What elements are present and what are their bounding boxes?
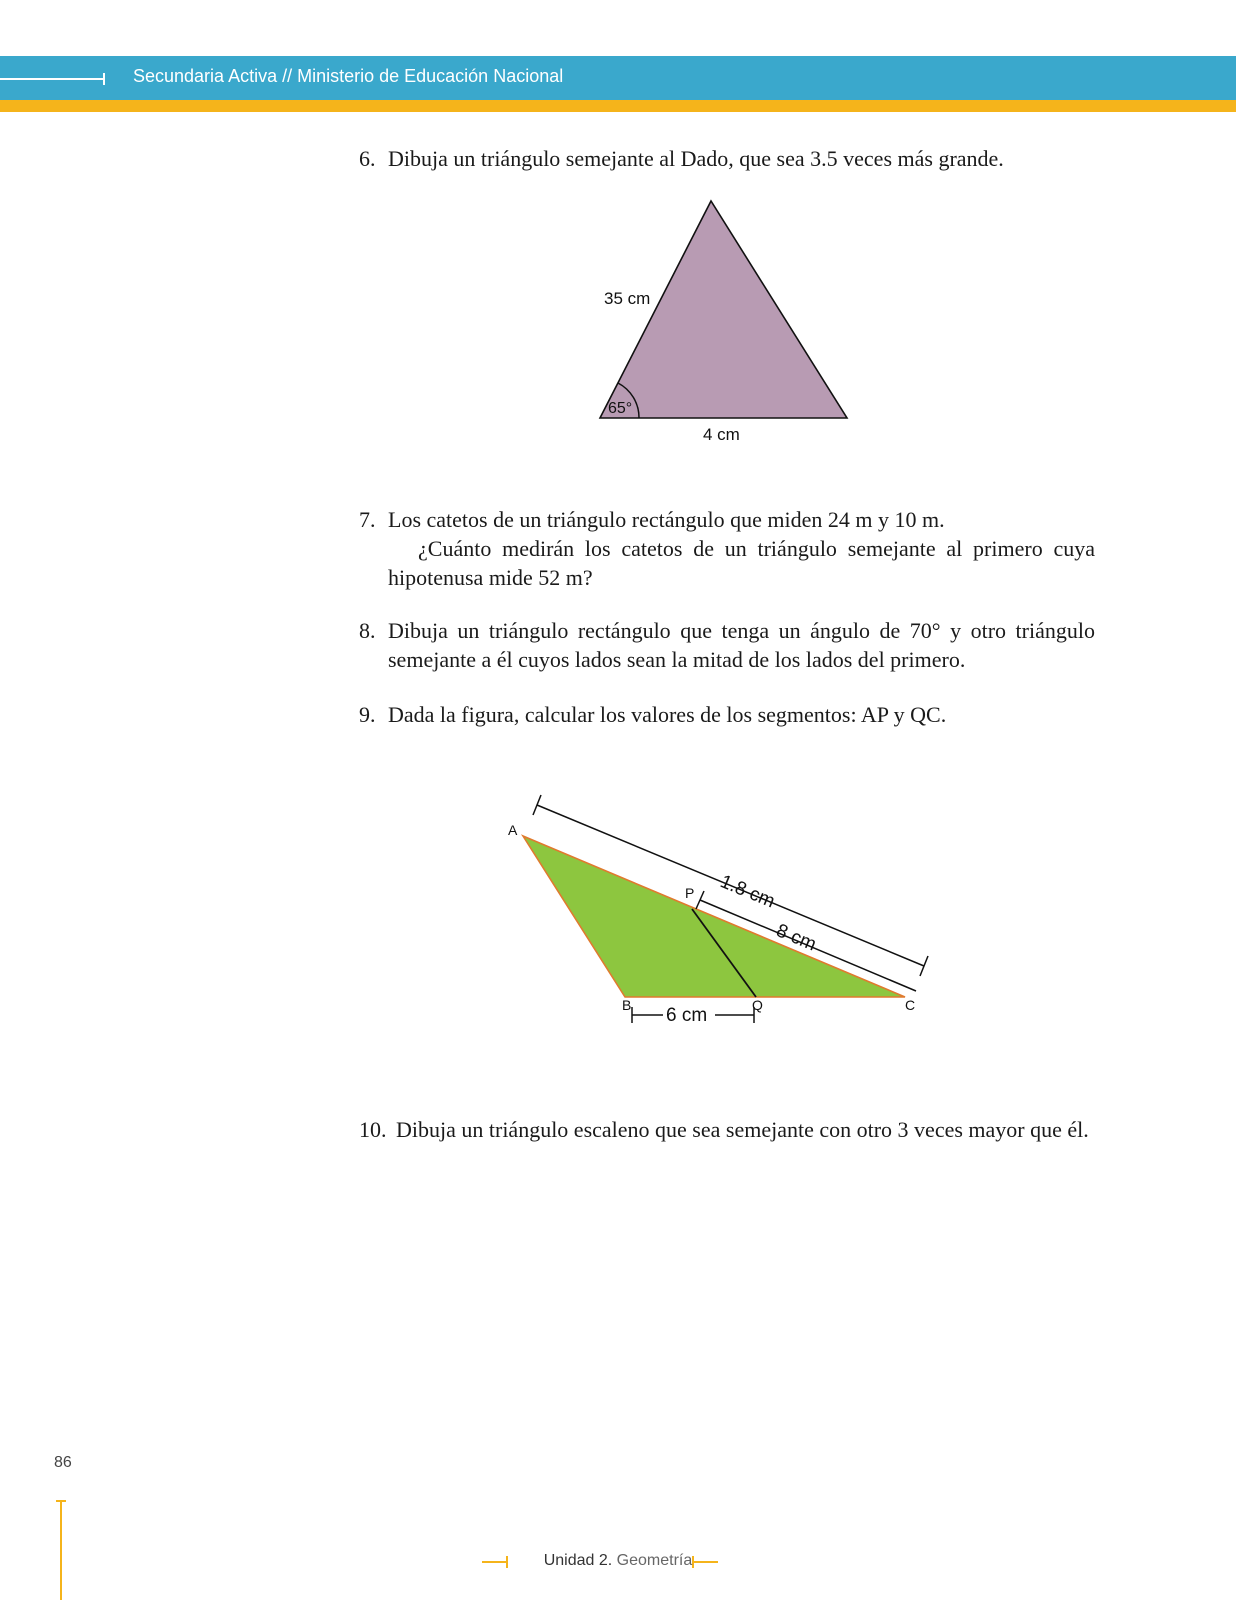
figure-triangle-65 bbox=[590, 195, 860, 455]
exercise-text: Dibuja un triángulo semejante al Dado, que sea 3.5 veces más grande. bbox=[388, 146, 1004, 171]
angle-label: 65° bbox=[608, 400, 633, 417]
footer-unit bbox=[0, 1552, 1236, 1570]
point-p-label: P bbox=[685, 885, 695, 901]
footer-topic: Geometría bbox=[616, 1552, 693, 1569]
triangle-shape bbox=[600, 201, 847, 418]
footer-unit-label: Unidad 2. bbox=[543, 1552, 613, 1569]
exercise-7 bbox=[359, 505, 1095, 592]
exercise-6 bbox=[359, 144, 1095, 173]
exercise-text: Dibuja un triángulo escaleno que sea semejante con otro 3 veces mayor que él. bbox=[396, 1117, 1089, 1142]
exercise-9 bbox=[359, 700, 1095, 729]
exercise-text: Dada la figura, calcular los valores de los segmentos: AP y QC. bbox=[388, 702, 947, 727]
page-number: 86 bbox=[54, 1454, 72, 1471]
label-bq: 6 cm bbox=[666, 1005, 708, 1026]
dimension-pc-tick-p bbox=[696, 891, 704, 909]
side-label: 35 cm bbox=[604, 289, 651, 308]
dimension-ac-tick-c bbox=[920, 956, 928, 976]
dimension-ac-tick-a bbox=[533, 795, 541, 815]
vertex-c-label: C bbox=[905, 997, 916, 1013]
exercise-number: 8. bbox=[359, 618, 376, 643]
triangle-abc bbox=[523, 836, 905, 997]
base-label: 4 cm bbox=[703, 425, 740, 444]
exercise-number: 7. bbox=[359, 507, 376, 532]
header-title: Secundaria Activa // Ministerio de Educación Nacional bbox=[133, 66, 564, 86]
label-pc: 8 cm bbox=[773, 920, 820, 956]
header-rule-tick bbox=[103, 73, 105, 85]
header-rule bbox=[0, 78, 104, 80]
figure-triangle-apqc bbox=[500, 790, 960, 1050]
exercise-text-line: Los catetos de un triángulo rectángulo que miden 24 m y 10 m. bbox=[388, 507, 945, 532]
exercise-number: 9. bbox=[359, 702, 376, 727]
point-q-label: Q bbox=[752, 997, 763, 1013]
exercise-text-question: ¿Cuánto medirán los catetos de un triángulo semejante al primero cuya hipotenusa mide 52 m? bbox=[388, 536, 1095, 590]
vertex-a-label: A bbox=[508, 822, 518, 838]
exercise-8 bbox=[359, 616, 1095, 674]
exercise-10 bbox=[359, 1115, 1095, 1144]
footer-vertical-rule-cap bbox=[56, 1500, 66, 1502]
exercise-number: 6. bbox=[359, 146, 376, 171]
footer-vertical-rule bbox=[60, 1500, 62, 1600]
vertex-b-label: B bbox=[622, 997, 632, 1013]
header-accent-stripe bbox=[0, 100, 1236, 112]
exercise-text bbox=[388, 505, 1095, 592]
label-ac: 1.8 cm bbox=[717, 871, 778, 913]
exercise-text: Dibuja un triángulo rectángulo que tenga un ángulo de 70° y otro triángulo semejante a él cuyos lados sean la mitad de los lados del primero. bbox=[388, 618, 1095, 672]
exercise-number: 10. bbox=[359, 1117, 387, 1142]
